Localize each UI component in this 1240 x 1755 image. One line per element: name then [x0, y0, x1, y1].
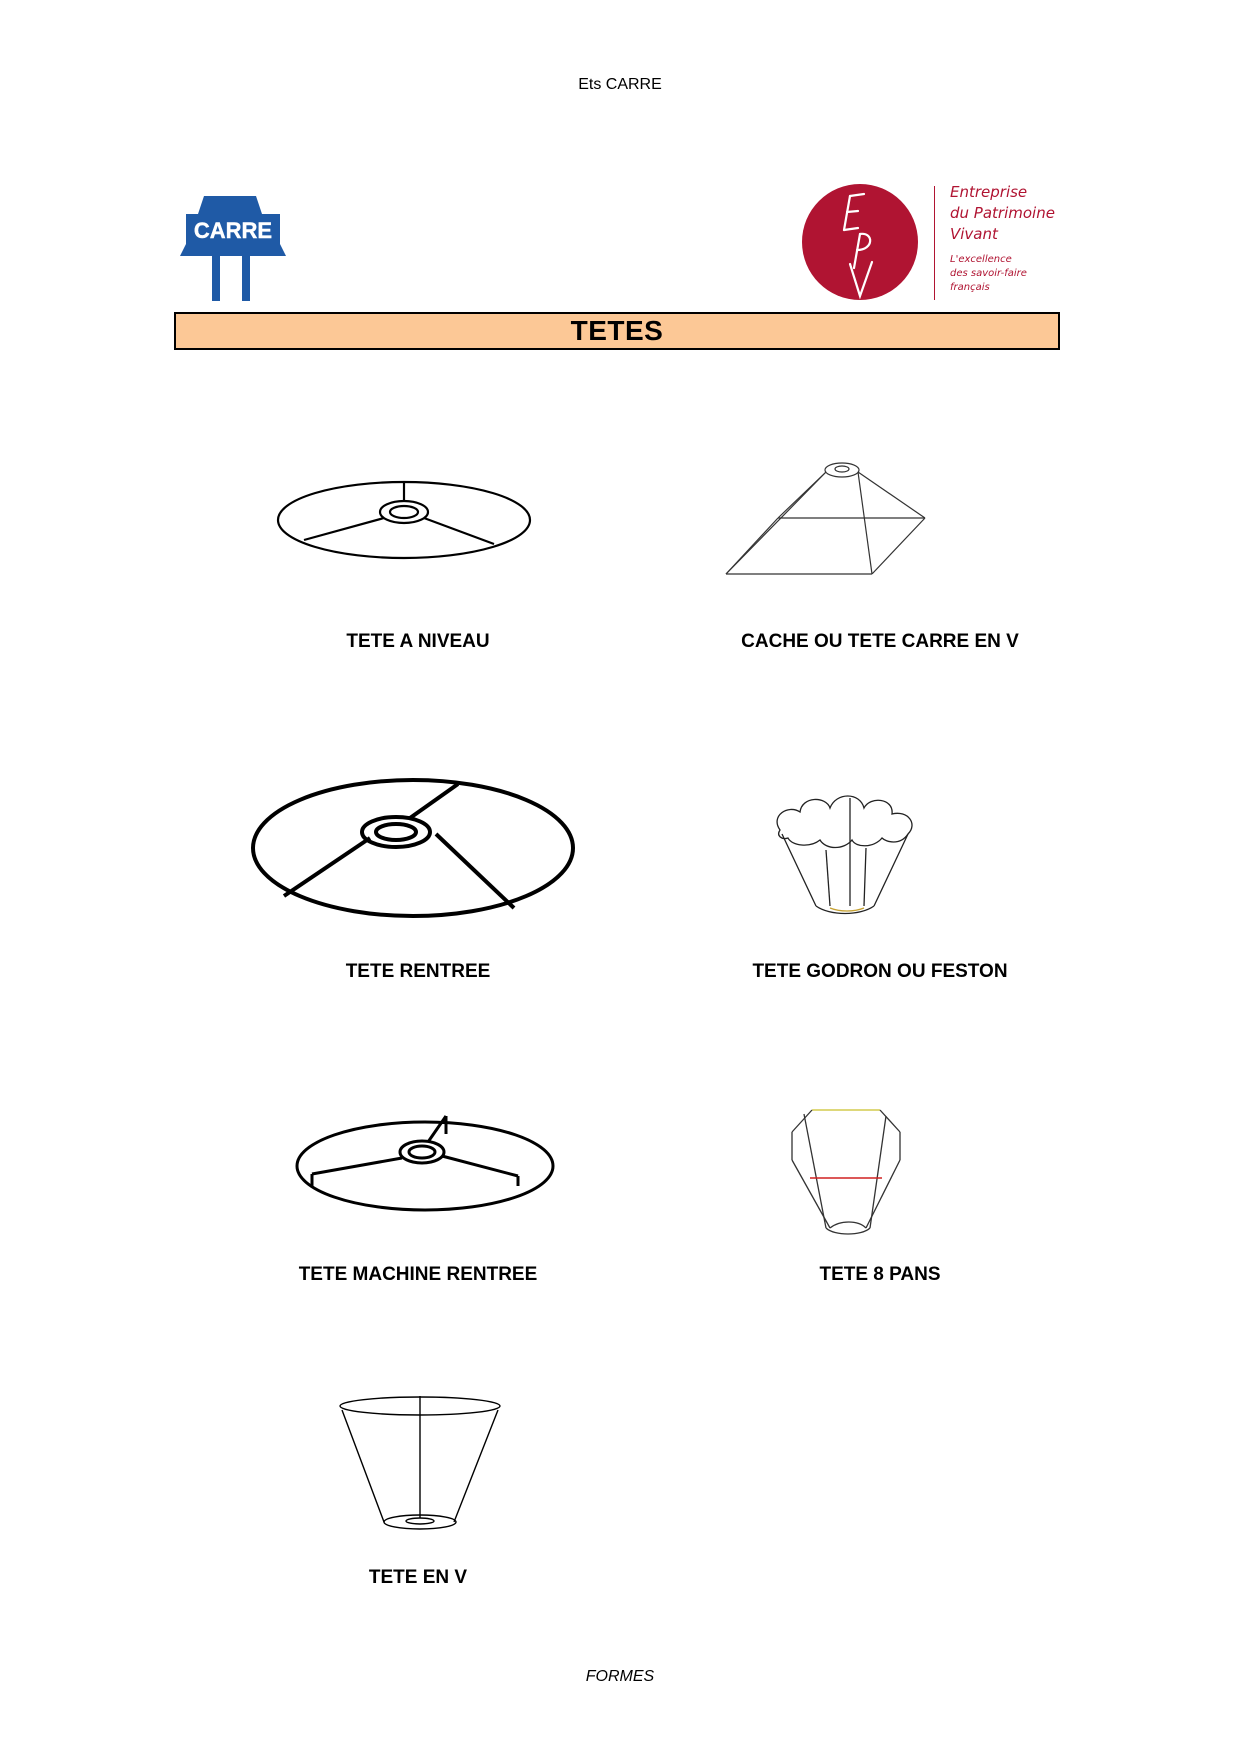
cache-tete-carre-en-v-drawing	[720, 456, 930, 586]
page-title: TETES	[570, 315, 664, 346]
page-footer: FORMES	[585, 1668, 655, 1685]
tete-8-pans-drawing	[786, 1104, 906, 1244]
tete-godron-feston-drawing	[770, 790, 920, 930]
epv-tagline-1: L'excellence	[950, 254, 1012, 265]
label-tete-8-pans: TETE 8 PANS	[819, 1264, 941, 1285]
label-tete-rentree: TETE RENTREE	[345, 961, 491, 982]
label-tete-machine-rentree: TETE MACHINE RENTREE	[298, 1264, 538, 1285]
carre-logo-text: CARRE	[193, 218, 273, 243]
epv-line-2: du Patrimoine	[950, 204, 1055, 222]
epv-tagline-2: des savoir-faire	[950, 268, 1027, 279]
label-tete-en-v: TETE EN V	[368, 1567, 468, 1588]
epv-logo	[800, 182, 1060, 306]
epv-line-3: Vivant	[950, 225, 998, 243]
label-tete-godron-feston: TETE GODRON OU FESTON	[752, 961, 1008, 982]
title-bar	[174, 312, 1060, 350]
epv-line-1: Entreprise	[950, 183, 1028, 201]
epv-tagline-3: français	[950, 282, 990, 293]
tete-rentree-drawing	[248, 772, 578, 932]
carre-logo	[176, 196, 286, 306]
tete-machine-rentree-drawing	[292, 1104, 558, 1214]
tete-en-v-drawing	[336, 1394, 506, 1534]
page-header: Ets CARRE	[578, 76, 662, 93]
label-tete-a-niveau: TETE A NIVEAU	[346, 631, 490, 652]
tete-a-niveau-drawing	[270, 470, 540, 570]
epv-monogram-icon	[800, 182, 920, 302]
label-cache-tete-carre-en-v: CACHE OU TETE CARRE EN V	[741, 631, 1019, 652]
